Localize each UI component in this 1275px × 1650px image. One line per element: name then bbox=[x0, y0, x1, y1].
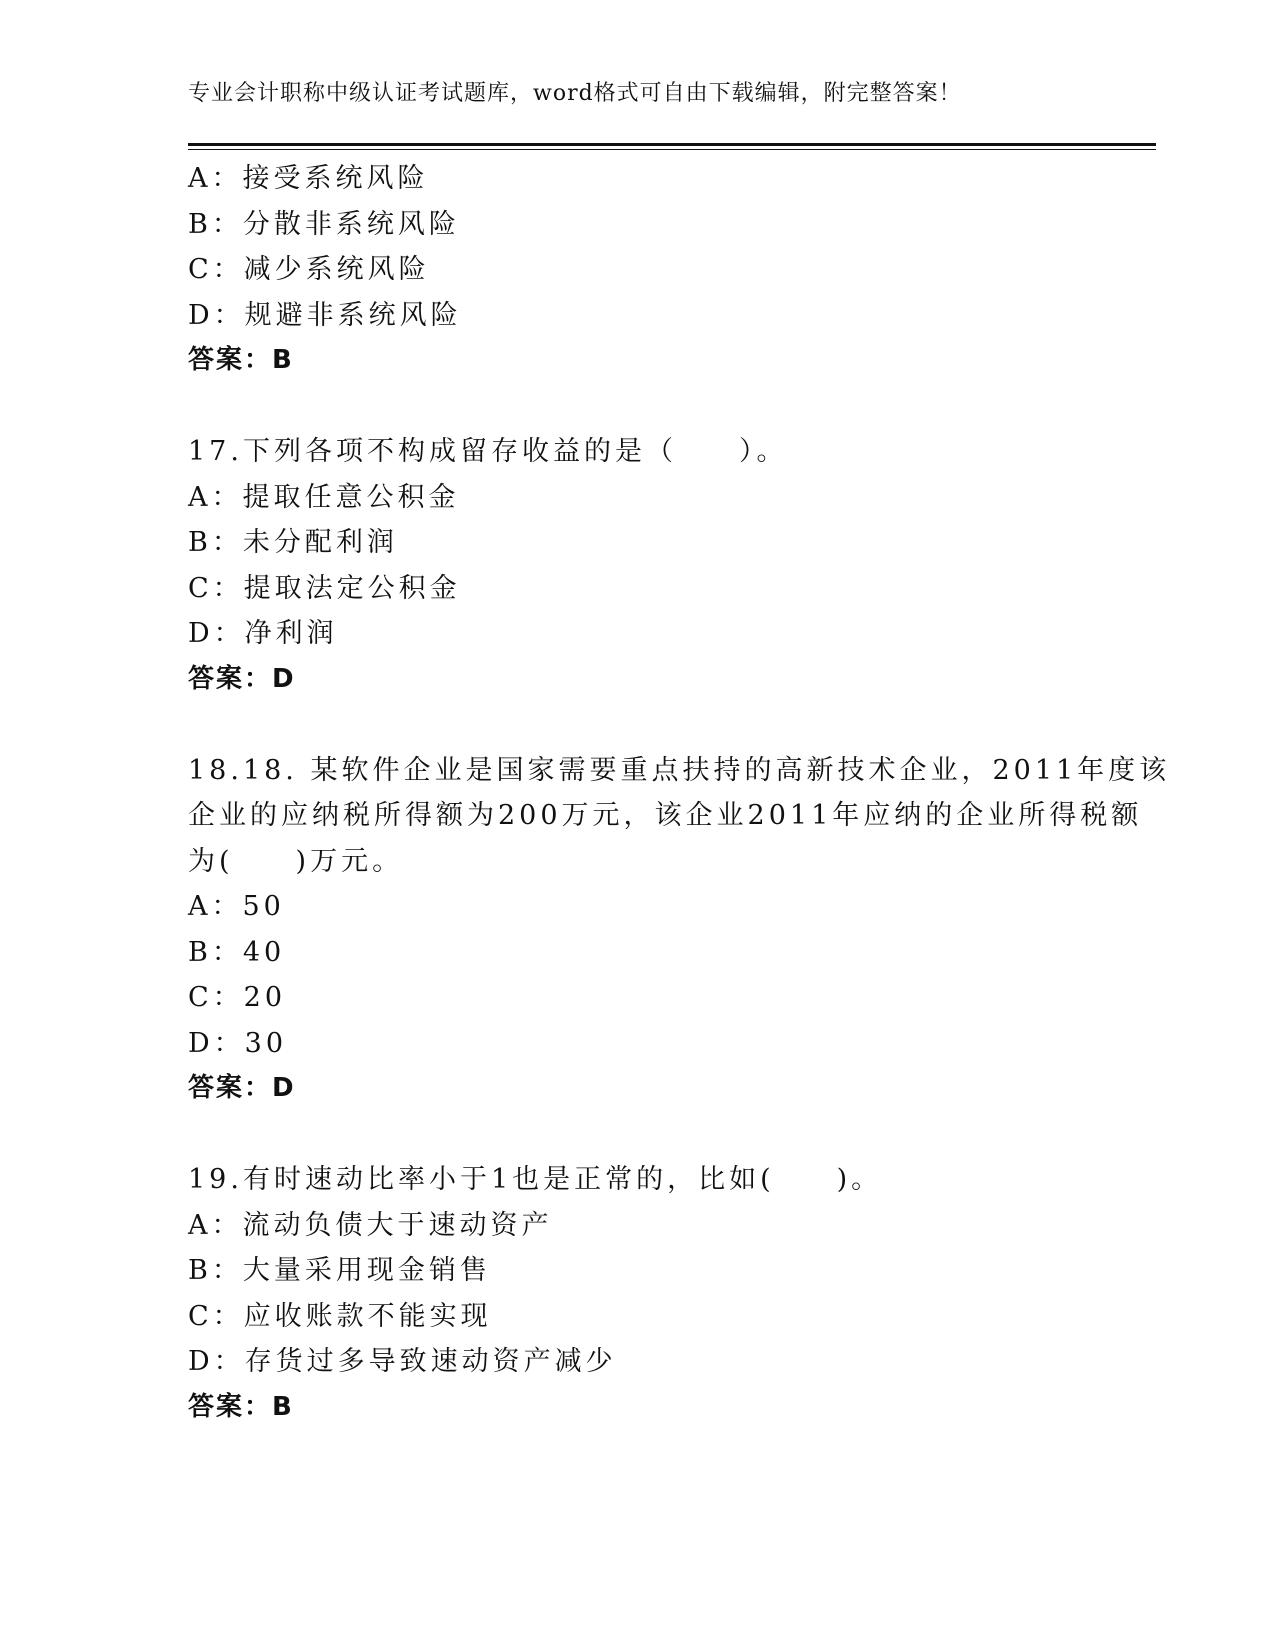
option-c: C：提取法定公积金 bbox=[188, 572, 461, 604]
option-b: B：分散非系统风险 bbox=[188, 208, 460, 240]
spacer bbox=[188, 1112, 1088, 1158]
option-a: A：提取任意公积金 bbox=[188, 481, 460, 513]
answer-line: 答案：B bbox=[188, 1391, 294, 1422]
answer-line: 答案：B bbox=[188, 345, 294, 375]
option-b: B：40 bbox=[188, 936, 286, 968]
question-stem: 为( )万元。 bbox=[188, 845, 404, 877]
option-d: D：规避非系统风险 bbox=[188, 299, 462, 331]
question-stem: 17.下列各项不构成留存收益的是（ ）。 bbox=[188, 436, 788, 467]
question-list bbox=[188, 156, 1171, 1430]
option-a: A：50 bbox=[188, 891, 285, 922]
option-b: B：未分配利润 bbox=[188, 527, 398, 558]
question-block bbox=[188, 429, 1088, 702]
option-d: D：净利润 bbox=[188, 618, 338, 649]
answer-line: 答案：D bbox=[188, 663, 296, 694]
question-block bbox=[188, 156, 1088, 384]
page-header: 专业会计职称中级认证考试题库，word格式可自由下载编辑，附完整答案！ bbox=[188, 81, 962, 106]
option-c: C：20 bbox=[188, 982, 287, 1013]
option-d: D：30 bbox=[188, 1027, 288, 1059]
question-stem: 18.18. 某软件企业是国家需要重点扶持的高新技术企业，2011年度该 bbox=[188, 754, 1171, 786]
option-c: C：减少系统风险 bbox=[188, 254, 430, 285]
spacer bbox=[188, 702, 1088, 748]
option-a: A：流动负债大于速动资产 bbox=[188, 1209, 553, 1241]
question-block bbox=[188, 748, 1171, 1112]
option-c: C：应收账款不能实现 bbox=[188, 1300, 492, 1332]
spacer bbox=[188, 384, 1088, 430]
option-a: A：接受系统风险 bbox=[188, 163, 429, 194]
question-stem: 19.有时速动比率小于1也是正常的，比如( )。 bbox=[188, 1164, 883, 1195]
option-d: D：存货过多导致速动资产减少 bbox=[188, 1346, 617, 1377]
answer-line: 答案：D bbox=[188, 1073, 296, 1103]
option-b: B：大量采用现金销售 bbox=[188, 1255, 491, 1286]
question-block bbox=[188, 1157, 1088, 1430]
question-stem: 企业的应纳税所得额为200万元，该企业2011年应纳的企业所得税额 bbox=[188, 800, 1143, 831]
header-divider bbox=[188, 143, 1156, 150]
